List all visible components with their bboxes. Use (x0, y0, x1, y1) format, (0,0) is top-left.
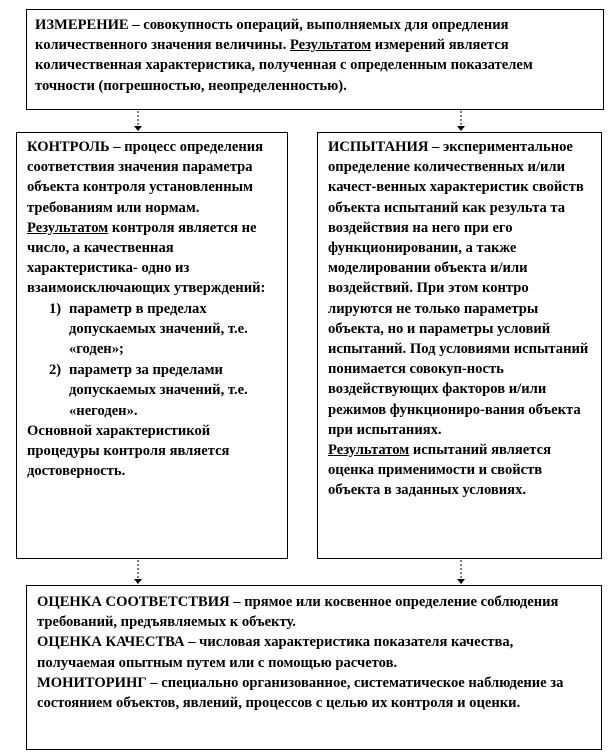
quality-definition: – числовая характеристика показателя качества, получаемая опытным путем или с помощью расчетов. (37, 634, 514, 671)
measurement-text (35, 15, 593, 96)
monitoring-text (37, 673, 593, 713)
arrowhead-testing-to-bottom (457, 579, 465, 584)
list-item-text: параметр за пределами допускаемых значений, т.е. «негоден». (69, 362, 248, 419)
control-result-text (27, 218, 281, 299)
control-definition-text (27, 137, 281, 218)
quality-term: ОЦЕНКА КАЧЕСТВА (37, 634, 185, 651)
monitoring-term: МОНИТОРИНГ (37, 674, 147, 691)
measurement-definition: – совокупность операций, выполняемых для опредления количественного значения величины. (35, 17, 509, 54)
conformity-text (37, 592, 593, 632)
list-item-number: 2) (49, 362, 62, 379)
testing-result-text (328, 440, 595, 501)
quality-text (37, 632, 593, 672)
measurement-box (26, 9, 604, 110)
assessment-box (26, 585, 602, 750)
control-term: КОНТРОЛЬ (27, 139, 110, 155)
control-result-body: контроля является не число, а качественная характеристика- одно из взаимоисключающих утверждений: (27, 219, 266, 297)
testing-definition: – экспериментальное определение количественных и/или качест-венных характеристик свойств объекта испытаний как результа та воздействия на него при его функционировании, а также моделировании объекта и/или воздействий. При этом контро лируются не только параметры объекта, но и параметры условий испытаний. Под условиями испытаний понимается совокуп-ность воздействующих факторов и/или режимов функциониро-вания объекта при испытаниях. (328, 139, 589, 438)
arrowhead-control-to-bottom (134, 579, 142, 584)
testing-result-label: Результатом (328, 442, 410, 459)
measurement-term: ИЗМЕРЕНИЕ (35, 17, 129, 33)
testing-term: ИСПЫТАНИЯ (328, 139, 429, 155)
control-result-label: Результатом (27, 219, 109, 236)
list-item-text: параметр в пределах допускаемых значений, т.е. «годен»; (69, 300, 248, 358)
arrowhead-top-to-control (134, 126, 142, 131)
control-definition: – процесс определения соответствия значения параметра объекта контроля установленным требованиям или нормам. (27, 139, 264, 216)
monitoring-definition: – специально организованное, систематическое наблюдение за состоянием объектов, явлений, процессов с целью их контроля и оценки. (37, 674, 564, 712)
testing-definition-text (328, 137, 595, 440)
conformity-term: ОЦЕНКА СООТВЕТСТВИЯ (37, 594, 230, 610)
control-closing: Основной характеристикой процедуры контроля является достоверность. (27, 422, 230, 480)
conformity-definition: – прямое или косвенное определение соблюдения требований, предъявляемых к объекту. (37, 594, 559, 631)
measurement-result-text: измерений является количественная характеристика, полученная с определенным показателем точности (погрешностью, неопределенностью). (35, 37, 533, 94)
list-item (27, 360, 281, 421)
measurement-result-label: Результатом (289, 37, 372, 54)
list-item-number: 1) (49, 300, 62, 317)
control-statements-list (27, 299, 281, 421)
arrowhead-top-to-testing (457, 126, 465, 131)
list-item (27, 299, 281, 360)
control-box (16, 132, 288, 559)
testing-box (317, 132, 602, 559)
testing-result-body: испытаний является оценка применимости и свойств объекта в заданных условиях. (328, 442, 551, 499)
